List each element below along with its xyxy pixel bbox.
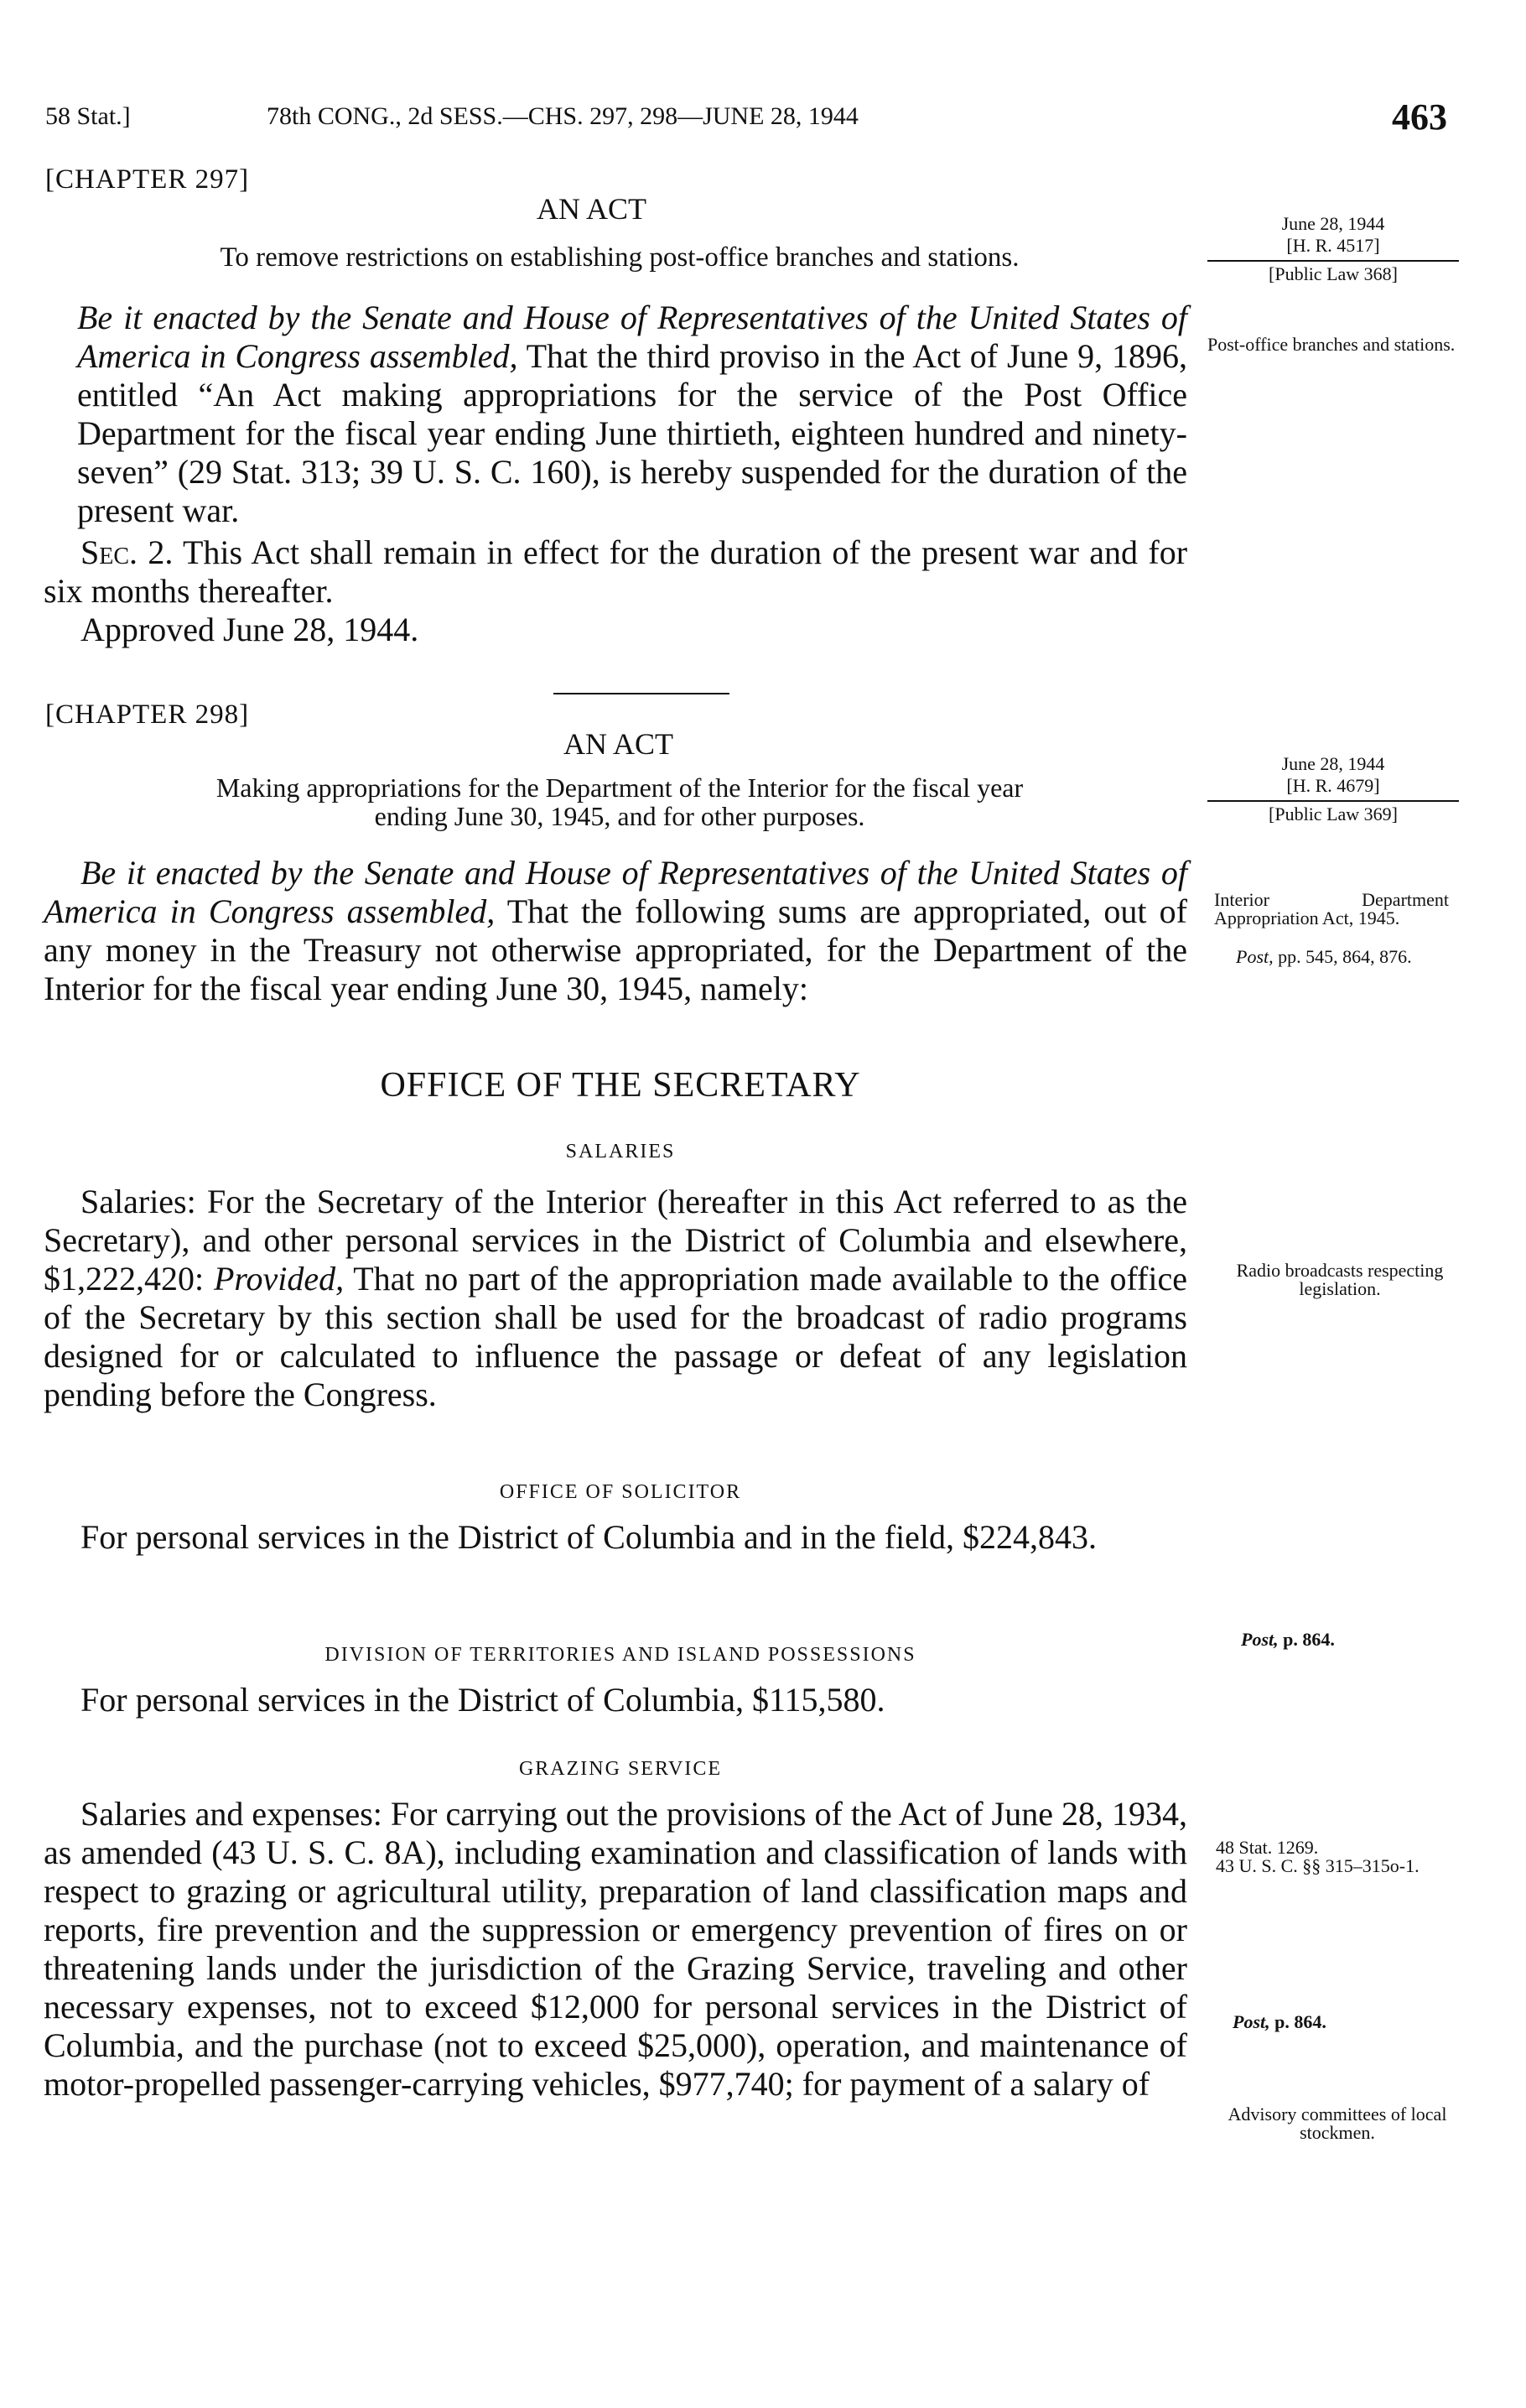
salaries-text-b: That no part of the appropriation made available to the office of the Secretary by this section shall be used for the broadcast of radio programs designed for or calculated to influence the passage or defeat of any legislation pending before the Congress. bbox=[44, 1260, 1187, 1413]
margin-298-bill: [H. R. 4679] bbox=[1286, 775, 1380, 796]
margin-298-pages: pp. 545, 864, 876. bbox=[1278, 946, 1412, 967]
chapter-298-act-title: AN ACT bbox=[563, 727, 674, 761]
margin-grazing-post bbox=[1233, 2013, 1451, 2031]
margin-298-law: [Public Law 369] bbox=[1269, 804, 1398, 824]
margin-grazing-stat1: 48 Stat. 1269. bbox=[1216, 1837, 1319, 1858]
chapter-298-label: [CHAPTER 298] bbox=[45, 700, 250, 730]
grazing-subhead: GRAZING SERVICE bbox=[518, 1758, 723, 1780]
margin-297-law: [Public Law 368] bbox=[1269, 263, 1398, 284]
header-stat-ref: 58 Stat.] bbox=[45, 102, 131, 130]
margin-297-date: June 28, 1944 bbox=[1281, 213, 1385, 234]
chapter-298-purpose-line1: Making appropriations for the Department of the Interior for the fiscal year bbox=[215, 772, 1024, 803]
chapter-298-purpose-line2: ending June 30, 1945, and for other purposes. bbox=[374, 801, 865, 831]
margin-297-note: Post-office branches and stations. bbox=[1207, 334, 1456, 355]
chapter-297-sec2 bbox=[44, 533, 1187, 611]
margin-297-rule bbox=[1207, 260, 1459, 262]
chapter-297-approved: Approved June 28, 1944. bbox=[80, 611, 419, 648]
territories-text: For personal services in the District of Columbia, $115,580. bbox=[80, 1681, 885, 1719]
solicitor-subhead: OFFICE OF SOLICITOR bbox=[499, 1481, 742, 1503]
chapter-divider-rule bbox=[553, 693, 729, 694]
margin-grazing-post-word: Post, bbox=[1233, 2011, 1270, 2032]
chapter-298-text bbox=[44, 854, 1187, 1008]
margin-grazing-stat2: 43 U. S. C. §§ 315–315o-1. bbox=[1216, 1855, 1420, 1876]
margin-grazing-page: p. 864. bbox=[1274, 2011, 1326, 2032]
header-congress-session: 78th CONG., 2d SESS.—CHS. 297, 298—JUNE 28, 1944 bbox=[267, 102, 859, 130]
chapter-297-body: That the third proviso in the Act of June 9, 1896, entitled “An Act making appropriations for the service of the Post Office Department for the fiscal year ending June thirtieth, eighteen hundred and ninety-seven” (29 Stat. 313; 39 U. S. C. 160), is hereby suspended for the duration of the present war. bbox=[77, 337, 1187, 529]
margin-298-note2 bbox=[1236, 948, 1487, 966]
solicitor-text-block bbox=[44, 1518, 1187, 1557]
salaries-text-a: Salaries: For the Secretary of the Interior (hereafter in this Act referred to as the Secretary), and other personal services in the District of Columbia and elsewhere, $1,222,420: bbox=[44, 1183, 1187, 1298]
office-secretary-text bbox=[44, 1183, 1187, 1414]
grazing-text: Salaries and expenses: For carrying out the provisions of the Act of June 28, 1934, as amended (43 U. S. C. 8A), including examination and classification of lands with respect to grazing or agricultural utility, preparation of land classification maps and reports, fire prevention and the suppression or emergency prevention of fires on or threatening lands under the jurisdiction of the Grazing Service, traveling and other necessary expenses, not to exceed $12,000 for personal services in the District of Columbia, and the purchase (not to exceed $25,000), operation, and maintenance of motor-propelled passenger-carrying vehicles, $977,740; for payment of a salary of bbox=[44, 1795, 1187, 2103]
margin-radio-note: Radio broadcasts respecting legislation. bbox=[1236, 1260, 1444, 1299]
margin-solicitor-post-word: Post, bbox=[1241, 1629, 1279, 1650]
margin-solicitor-page: p. 864. bbox=[1283, 1629, 1335, 1650]
margin-solicitor-post bbox=[1241, 1630, 1459, 1649]
margin-298-note1: Interior Department Appropriation Act, 1945. bbox=[1214, 889, 1449, 928]
sec-2-label: Sec. 2. bbox=[80, 533, 174, 571]
territories-text-block bbox=[44, 1681, 1187, 1719]
chapter-297-text bbox=[77, 299, 1187, 530]
page-number: 463 bbox=[1392, 96, 1447, 138]
margin-297-bill: [H. R. 4517] bbox=[1286, 235, 1380, 256]
chapter-297-purpose: To remove restrictions on establishing post-office branches and stations. bbox=[220, 242, 1020, 273]
margin-298-post: Post, bbox=[1236, 946, 1274, 967]
grazing-text-block bbox=[44, 1795, 1187, 2104]
sec-2-text: This Act shall remain in effect for the duration of the present war and for six months thereafter. bbox=[44, 533, 1188, 610]
margin-advisory-note: Advisory committees of local stockmen. bbox=[1228, 2104, 1447, 2143]
margin-298-date: June 28, 1944 bbox=[1281, 753, 1385, 774]
margin-298-rule bbox=[1207, 800, 1459, 802]
provided-word: Provided, bbox=[213, 1260, 345, 1298]
chapter-297-label: [CHAPTER 297] bbox=[45, 164, 250, 195]
chapter-298-body: That the following sums are appropriated, out of any money in the Treasury not otherwise appropriated, for the Department of the Interior for the fiscal year ending June 30, 1945, namely: bbox=[44, 892, 1188, 1007]
salaries-subhead: SALARIES bbox=[565, 1141, 676, 1162]
chapter-298-enacting-clause: Be it enacted by the Senate and House of Representatives of the United States of America in Congress assembled, bbox=[44, 854, 1187, 930]
office-secretary-title: OFFICE OF THE SECRETARY bbox=[380, 1066, 861, 1105]
territories-subhead: DIVISION OF TERRITORIES AND ISLAND POSSESSIONS bbox=[324, 1644, 916, 1666]
solicitor-text: For personal services in the District of Columbia and in the field, $224,843. bbox=[80, 1518, 1097, 1556]
chapter-297-enacting-clause: Be it enacted by the Senate and House of Representatives of the United States of America in Congress assembled, bbox=[77, 299, 1187, 375]
chapter-297-act-title: AN ACT bbox=[537, 192, 647, 226]
